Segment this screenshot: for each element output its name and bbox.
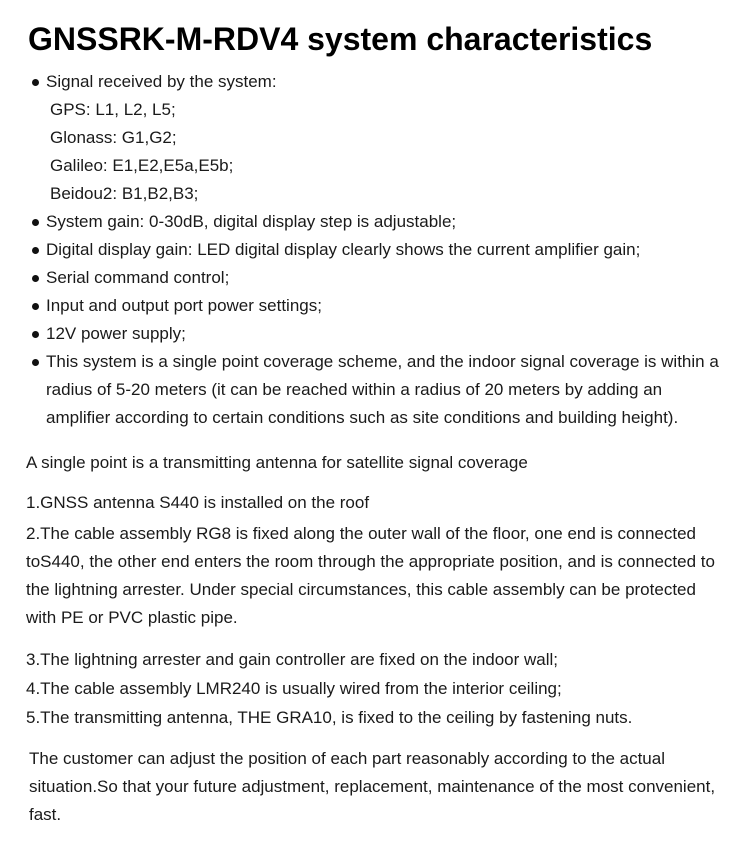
list-item [26, 236, 722, 264]
bullet-icon [32, 79, 39, 86]
page-title: GNSSRK-M-RDV4 system characteristics [28, 21, 653, 57]
signal-gps: GPS: L1, L2, L5; [50, 100, 176, 119]
step-3: 3.The lightning arrester and gain controller are fixed on the indoor wall; [26, 650, 559, 669]
step-2: 2.The cable assembly RG8 is fixed along the outer wall of the floor, one end is connected toS440, the other end enters the room through the appropriate position, and is connected to the lightning arrester. Under special circumstances, this cable assembly can be protected with PE or PVC plastic pipe. [26, 524, 715, 627]
list-item [26, 320, 722, 348]
closing-paragraph: The customer can adjust the position of each part reasonably according to the actual situation.So that your future adjustment, replacement, maintenance of the most convenient, fast. [29, 749, 716, 824]
step-5: 5.The transmitting antenna, THE GRA10, is fixed to the ceiling by fastening nuts. [26, 708, 633, 727]
bullet-text-serial-control: Serial command control; [46, 268, 230, 287]
list-item [26, 292, 722, 320]
bullet-text-digital-display: Digital display gain: LED digital display clearly shows the current amplifier gain; [46, 240, 641, 259]
bullet-text-coverage-scheme: This system is a single point coverage scheme, and the indoor signal coverage is within a radius of 5-20 meters (it can be reached within a radius of 20 meters by adding an amplifier according to certain conditions such as site conditions and building height). [46, 352, 719, 427]
list-item [26, 264, 722, 292]
signal-glonass: Glonass: G1,G2; [50, 128, 177, 147]
bullet-icon [32, 359, 39, 366]
bullet-icon [32, 219, 39, 226]
intro-paragraph: A single point is a transmitting antenna for satellite signal coverage [26, 453, 528, 472]
bullet-icon [32, 247, 39, 254]
bullet-text-power-supply: 12V power supply; [46, 324, 186, 343]
signal-beidou: Beidou2: B1,B2,B3; [50, 184, 199, 203]
bullet-icon [32, 275, 39, 282]
bullet-text-signals: Signal received by the system: [46, 72, 277, 91]
bullet-text-port-power: Input and output port power settings; [46, 296, 322, 315]
step-1: 1.GNSS antenna S440 is installed on the roof [26, 493, 370, 512]
signal-galileo: Galileo: E1,E2,E5a,E5b; [50, 156, 234, 175]
list-item [26, 348, 722, 432]
list-item [26, 68, 722, 208]
characteristics-list [26, 68, 722, 432]
bullet-text-system-gain: System gain: 0-30dB, digital display step is adjustable; [46, 212, 457, 231]
step-4: 4.The cable assembly LMR240 is usually wired from the interior ceiling; [26, 679, 562, 698]
bullet-icon [32, 303, 39, 310]
bullet-icon [32, 331, 39, 338]
list-item [26, 208, 722, 236]
